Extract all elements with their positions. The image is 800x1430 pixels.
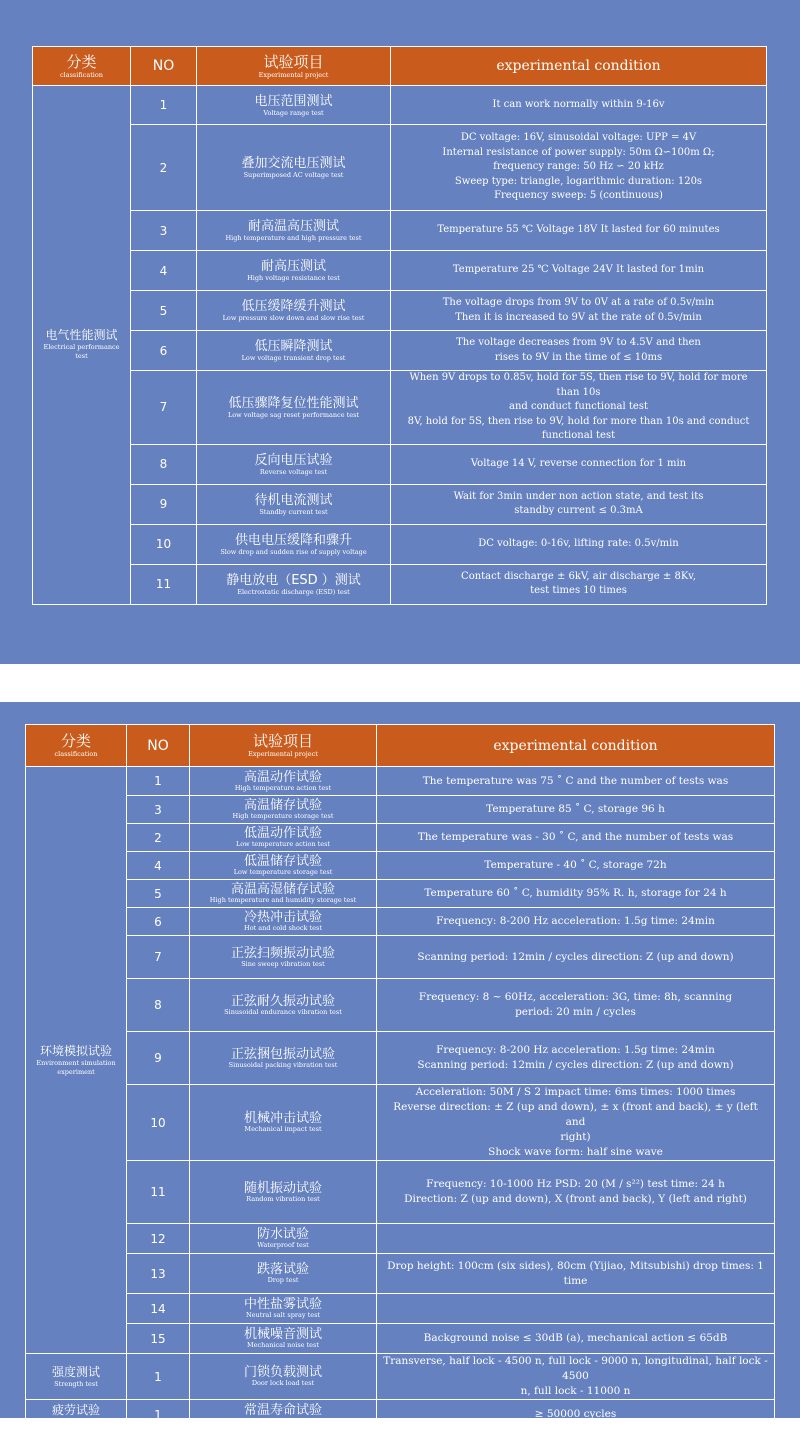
condition-line: Sweep type: triangle, logarithmic duration: 120s (454, 175, 703, 187)
test-item-en: Electrostatic discharge (ESD) test (237, 587, 350, 596)
row-number: 7 (131, 371, 197, 445)
table-row (26, 1354, 775, 1400)
condition-line: right) (560, 1131, 591, 1143)
row-number: 4 (127, 852, 190, 880)
test-item-en: Door lock load test (251, 1379, 315, 1387)
table-row (26, 1294, 775, 1324)
test-item-zh: 耐高温高压测试 (247, 219, 339, 234)
row-number: 15 (127, 1324, 190, 1354)
test-item-zh: 高温储存试验 (243, 798, 322, 813)
table-row (33, 564, 767, 604)
test-item (190, 1032, 377, 1085)
table-row (33, 125, 767, 211)
test-item (197, 291, 391, 331)
condition-line: 8V, hold for 5S, then rise to 9V, hold for more than 10s and conduct (407, 415, 750, 427)
test-condition (391, 371, 767, 445)
row-number: 9 (127, 1032, 190, 1085)
test-item (190, 880, 377, 908)
condition-line: Then it is increased to 9V at the rate of 0.5v/min (455, 311, 702, 323)
test-item-en: Neutral salt spray test (245, 1311, 321, 1319)
row-number: 1 (127, 1354, 190, 1400)
table-row (33, 86, 767, 125)
test-condition (377, 1224, 775, 1254)
test-item (190, 824, 377, 852)
test-item (197, 331, 391, 371)
test-item-en: Standby current test (259, 507, 328, 516)
test-item-zh: 反向电压试验 (254, 452, 333, 468)
test-item (190, 908, 377, 936)
condition-line: The temperature was - 30 ˚ C, and the number of tests was (417, 831, 734, 843)
table-row (26, 936, 775, 979)
test-item-zh: 低压缓降缓升测试 (241, 299, 346, 314)
test-item-zh: 随机振动试验 (243, 1180, 322, 1196)
test-item-en: Low pressure slow down and slow rise test (222, 314, 365, 322)
row-number: 6 (127, 908, 190, 936)
test-item (197, 444, 391, 484)
condition-line: It can work normally within 9-16v (492, 98, 665, 110)
table-row (26, 796, 775, 824)
condition-line: functional test (541, 430, 616, 441)
row-number: 8 (127, 979, 190, 1032)
condition-line: Voltage 14 V, reverse connection for 1 min (470, 457, 687, 469)
test-item-zh: 中性盐雾试验 (243, 1297, 322, 1312)
test-condition (391, 291, 767, 331)
table-row (33, 211, 767, 251)
test-item-zh: 高温高湿储存试验 (230, 882, 335, 897)
test-item (190, 1400, 377, 1430)
test-condition (377, 1324, 775, 1354)
test-item-zh: 高温动作试验 (243, 769, 322, 785)
table-row (26, 1324, 775, 1354)
condition-line: and conduct functional test (509, 401, 648, 412)
test-item-zh: 常温寿命试验 (243, 1403, 322, 1418)
condition-line: Frequency: 8-200 Hz acceleration: 1.5g time: 24min (436, 915, 715, 927)
table-row (33, 484, 767, 524)
table-row (33, 251, 767, 291)
category-environment: 环境模拟试验 Environment simulation experiment (26, 767, 127, 1354)
test-item-zh: 门锁负载测试 (243, 1365, 322, 1380)
test-item-en: Mechanical noise test (247, 1341, 319, 1349)
condition-line: Frequency: 8-200 Hz acceleration: 1.5g time: 24min (436, 1044, 715, 1056)
test-item-zh: 低压瞬降测试 (254, 339, 333, 354)
test-item-zh: 防水试验 (256, 1227, 309, 1242)
row-number: 1 (127, 767, 190, 796)
condition-line: The temperature was 75 ˚ C and the number of tests was (422, 774, 729, 787)
test-item (190, 1294, 377, 1324)
electrical-test-panel (0, 0, 800, 664)
row-number: 13 (127, 1254, 190, 1294)
test-item-zh: 供电电压缓降和骤升 (234, 532, 352, 548)
condition-line: Shock wave form: half sine wave (488, 1146, 663, 1158)
row-number: 3 (127, 796, 190, 824)
condition-line: Temperature - 40 ˚ C, storage 72h (484, 859, 667, 871)
table-row (26, 767, 775, 796)
test-item (190, 1324, 377, 1354)
category-electrical: 电气性能测试 Electrical performance test (33, 86, 131, 605)
row-number: 12 (127, 1224, 190, 1254)
condition-line: Contact discharge ± 6kV, air discharge ± 8Kv, (461, 570, 696, 582)
test-item-zh: 电压范围测试 (254, 93, 333, 109)
condition-line: ≥ 50000 cycles (534, 1408, 617, 1420)
condition-line: Temperature 55 ℃ Voltage 18V It lasted for 60 minutes (437, 224, 720, 236)
row-number: 8 (131, 444, 197, 484)
test-item-en: Low voltage transient drop test (241, 354, 346, 362)
condition-line: test times 10 times (530, 585, 627, 596)
test-item-en: Sine sweep vibration test (241, 959, 325, 968)
test-item-en: Reverse voltage test (259, 467, 328, 476)
table-row (26, 908, 775, 936)
row-number: 11 (127, 1161, 190, 1224)
row-number: 5 (127, 880, 190, 908)
test-item (197, 484, 391, 524)
condition-line: Internal resistance of power supply: 50m Ω∽100m Ω; (442, 146, 715, 158)
test-item (197, 211, 391, 251)
test-item-en: High voltage resistance test (247, 274, 340, 282)
test-item-zh: 静电放电（ESD ）测试 (226, 572, 361, 588)
test-item (190, 1085, 377, 1161)
test-item-en: High temperature and high pressure test (225, 234, 362, 242)
test-item-en: Low voltage sag reset performance test (227, 410, 360, 419)
test-item-en: Slow drop and sudden rise of supply voltage (220, 547, 367, 556)
test-condition (377, 936, 775, 979)
test-item (190, 796, 377, 824)
condition-line: frequency range: 50 Hz ∽ 20 kHz (493, 161, 664, 173)
table-header-row (33, 47, 767, 86)
test-condition (391, 444, 767, 484)
test-item-en: Drop test (267, 1276, 299, 1284)
test-item-en: Hot and cold shock test (244, 924, 322, 932)
no-header: NO (131, 47, 197, 86)
test-item-en: Low temperature action test (235, 840, 331, 848)
condition-line: Temperature 25 ℃ Voltage 24V It lasted for 1min (452, 264, 705, 276)
table-row (26, 824, 775, 852)
test-item (197, 564, 391, 604)
test-condition (377, 1032, 775, 1085)
test-item-zh: 待机电流测试 (254, 492, 333, 508)
test-condition (391, 524, 767, 564)
condition-line: Frequency sweep: 5 (continuous) (494, 190, 663, 202)
table-row (26, 1161, 775, 1224)
test-item-zh: 低温储存试验 (243, 854, 322, 869)
test-condition (377, 1294, 775, 1324)
condition-line: Transverse, half lock - 4500 n, full lock - 9000 n, longitudinal, half lock - 4500 (383, 1355, 768, 1382)
row-number: 1 (127, 1400, 190, 1430)
condition-line: When 9V drops to 0.85v, hold for 5S, then rise to 9V, hold for more than 10s (409, 372, 748, 398)
condition-line: Reverse direction: ± Z (up and down), ± x (front and back), ± y (left and (393, 1101, 758, 1128)
item-header: 试验项目 Experimental project (197, 47, 391, 86)
test-item (190, 936, 377, 979)
test-item-en: Sinusoidal packing vibration test (228, 1060, 338, 1069)
test-item-zh: 耐高压测试 (260, 259, 326, 274)
test-condition (391, 251, 767, 291)
test-item (190, 852, 377, 880)
test-condition (377, 796, 775, 824)
condition-line: The voltage drops from 9V to 0V at a rate of 0.5v/min (442, 297, 715, 308)
row-number: 6 (131, 331, 197, 371)
row-number: 14 (127, 1294, 190, 1324)
condition-line: Frequency: 8 ~ 60Hz, acceleration: 3G, time: 8h, scanning (418, 991, 733, 1003)
row-number: 2 (131, 125, 197, 211)
row-number: 9 (131, 484, 197, 524)
test-item (197, 524, 391, 564)
row-number: 11 (131, 564, 197, 604)
row-number: 2 (127, 824, 190, 852)
condition-line: rises to 9V in the time of ≤ 10ms (494, 351, 663, 363)
row-number: 4 (131, 251, 197, 291)
test-item (197, 86, 391, 125)
row-number: 10 (127, 1085, 190, 1161)
test-condition (391, 125, 767, 211)
test-item-zh: 正弦耐久振动试验 (230, 993, 335, 1009)
test-condition (377, 852, 775, 880)
condition-line: Scanning period: 12min / cycles direction: Z (up and down) (417, 1059, 734, 1071)
test-item (197, 125, 391, 211)
test-item-en: Mechanical impact test (244, 1125, 322, 1133)
condition-header: experimental condition (377, 725, 775, 767)
test-item-en: Voltage range test (263, 108, 324, 117)
test-item-en: Sinusoidal endurance vibration test (224, 1007, 342, 1016)
test-condition (377, 1254, 775, 1294)
row-number: 7 (127, 936, 190, 979)
test-item-en: Superimposed AC voltage test (243, 171, 344, 179)
no-header: NO (127, 725, 190, 767)
test-item (190, 1224, 377, 1254)
test-item-en: Normal temperature life test (235, 1417, 331, 1425)
condition-line: n, full lock - 11000 n (520, 1385, 631, 1397)
condition-line: period: 20 min / cycles (515, 1006, 636, 1018)
category-header: 分类 classification (33, 47, 131, 86)
table-row (33, 371, 767, 445)
environment-test-table (25, 724, 775, 1430)
category-header: 分类 classification (26, 725, 127, 767)
condition-line: DC voltage: 16V, sinusoidal voltage: UPP = 4V (460, 132, 697, 144)
test-condition (391, 484, 767, 524)
condition-line: The voltage decreases from 9V to 4.5V and then (456, 337, 701, 348)
test-condition (377, 1161, 775, 1224)
row-number: 1 (131, 86, 197, 125)
test-item-zh: 低压骤降复位性能测试 (228, 395, 359, 411)
test-item-zh: 冷热冲击试验 (243, 910, 322, 925)
environment-test-panel (0, 702, 800, 1426)
test-item (190, 979, 377, 1032)
test-condition (377, 1085, 775, 1161)
test-item-en: Random vibration test (246, 1194, 320, 1203)
test-condition (391, 86, 767, 125)
test-item (190, 1354, 377, 1400)
condition-line: standby current ≤ 0.3mA (514, 505, 643, 516)
condition-line: Frequency: 10-1000 Hz PSD: 20 (M / s²²) test time: 24 h (426, 1178, 725, 1190)
table-row (33, 291, 767, 331)
test-item-zh: 机械噪音测试 (243, 1327, 322, 1342)
condition-line: DC voltage: 0-16v, lifting rate: 0.5v/min (478, 537, 679, 549)
condition-line: Acceleration: 50M / S 2 impact time: 6ms times: 1000 times (415, 1086, 736, 1098)
test-condition (391, 564, 767, 604)
table-row (26, 852, 775, 880)
electrical-test-table (32, 46, 767, 605)
test-condition (377, 767, 775, 796)
condition-header: experimental condition (391, 47, 767, 86)
test-item-en: High temperature action test (234, 783, 332, 792)
condition-line: Direction: Z (up and down), X (front and back), Y (left and right) (404, 1193, 747, 1205)
test-condition (377, 1354, 775, 1400)
test-condition (377, 908, 775, 936)
test-item-zh: 正弦捆包振动试验 (230, 1046, 335, 1062)
condition-line: Scanning period: 12min / cycles direction: Z (up and down) (417, 950, 734, 963)
table-row (33, 331, 767, 371)
condition-line: Drop height: 100cm (six sides), 80cm (Yijiao, Mitsubishi) drop times: 1 time (387, 1259, 764, 1287)
test-item (190, 1254, 377, 1294)
table-header-row (26, 725, 775, 767)
table-row (26, 1224, 775, 1254)
test-item (190, 767, 377, 796)
test-item (197, 251, 391, 291)
row-number: 3 (131, 211, 197, 251)
test-item-en: Low temperature storage test (233, 868, 333, 876)
row-number: 10 (131, 524, 197, 564)
test-item-zh: 正弦扫频振动试验 (230, 945, 335, 961)
table-row (33, 444, 767, 484)
condition-line: Temperature 60 ˚ C, humidity 95% R. h, storage for 24 h (424, 887, 727, 899)
test-condition (391, 211, 767, 251)
test-condition (377, 979, 775, 1032)
category-strength: 强度测试 Strength test (26, 1354, 127, 1400)
test-condition (377, 1400, 775, 1430)
test-condition (377, 824, 775, 852)
test-item (190, 1161, 377, 1224)
test-item-zh: 跌落试验 (256, 1262, 309, 1277)
test-item-en: High temperature storage test (232, 812, 334, 820)
condition-line: Wait for 3min under non action state, and test its (453, 490, 704, 502)
table-row (26, 1085, 775, 1161)
item-header: 试验项目 Experimental project (190, 725, 377, 767)
table-row (26, 1032, 775, 1085)
test-item-en: High temperature and humidity storage test (209, 896, 357, 904)
table-row (26, 880, 775, 908)
test-item-zh: 叠加交流电压测试 (241, 156, 346, 171)
test-condition (391, 331, 767, 371)
test-item-zh: 低温动作试验 (243, 826, 322, 841)
table-row (26, 1254, 775, 1294)
table-row (26, 1400, 775, 1430)
test-item-en: Waterproof test (257, 1241, 309, 1249)
test-condition (377, 880, 775, 908)
test-item-zh: 机械冲击试验 (243, 1111, 322, 1126)
table-row (26, 979, 775, 1032)
test-item (197, 371, 391, 445)
condition-line: Background noise ≤ 30dB (a), mechanical action ≤ 65dB (423, 1332, 728, 1344)
table-row (33, 524, 767, 564)
row-number: 5 (131, 291, 197, 331)
condition-line: Temperature 85 ˚ C, storage 96 h (486, 803, 665, 815)
category-fatigue: 疲劳试验 fatigue test (26, 1400, 127, 1430)
